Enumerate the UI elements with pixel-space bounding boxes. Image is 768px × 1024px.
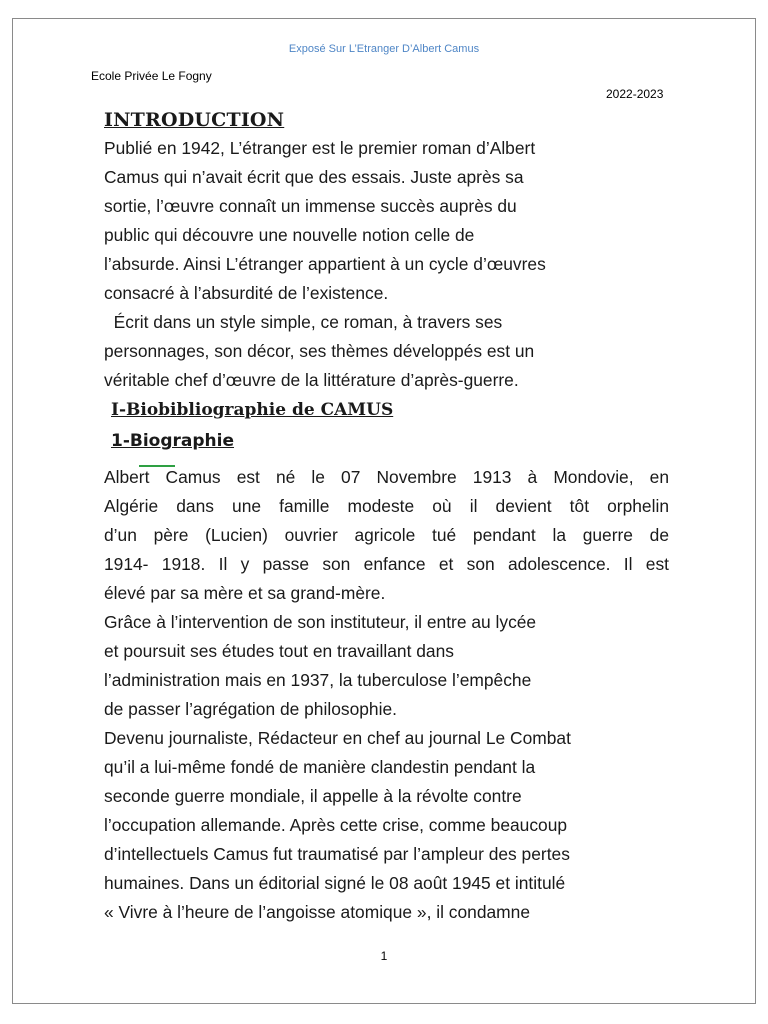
intro-line: Camus qui n’avait écrit que des essais. Juste après sa <box>104 167 524 187</box>
bio-line: Devenu journaliste, Rédacteur en chef au journal Le Combat <box>104 728 571 748</box>
school-name: Ecole Privée Le Fogny <box>91 69 212 83</box>
grammar-underline-mark <box>139 465 175 467</box>
intro-line: consacré à l’absurdité de l’existence. <box>104 283 389 303</box>
bio-line: l’occupation allemande. Après cette crise, comme beaucoup <box>104 815 568 835</box>
section-heading: I-Biobibliographie de CAMUS <box>111 400 394 420</box>
bio-line: d’intellectuels Camus fut traumatisé par l’ampleur des pertes <box>104 844 570 864</box>
introduction-paragraph <box>104 134 669 395</box>
bio-line: qu’il a lui-même fondé de manière clandestin pendant la <box>104 757 536 777</box>
intro-line: véritable chef d’œuvre de la littérature d’après-guerre. <box>104 370 519 390</box>
bio-line: Grâce à l’intervention de son instituteur, il entre au lycée <box>104 612 537 632</box>
bio-line: seconde guerre mondiale, il appelle à la révolte contre <box>104 786 522 806</box>
intro-line: public qui découvre une nouvelle notion celle de <box>104 225 475 245</box>
bio-line: Albert Camus est né le 07 Novembre 1913 à Mondovie, en <box>104 467 669 487</box>
subsection-heading: 1-Biographie <box>111 431 235 451</box>
bio-line: élevé par sa mère et sa grand-mère. <box>104 583 386 603</box>
bio-line: de passer l’agrégation de philosophie. <box>104 699 397 719</box>
bio-line: l’administration mais en 1937, la tuberculose l’empêche <box>104 670 532 690</box>
intro-line: Écrit dans un style simple, ce roman, à travers ses <box>104 312 503 332</box>
school-year: 2022-2023 <box>606 87 664 101</box>
intro-line: personnages, son décor, ses thèmes développés est un <box>104 341 535 361</box>
document-body <box>104 106 669 927</box>
bio-line: « Vivre à l’heure de l’angoisse atomique », il condamne <box>104 902 531 922</box>
intro-line: l’absurde. Ainsi L’étranger appartient à un cycle d’œuvres <box>104 254 546 274</box>
bio-line: et poursuit ses études tout en travaillant dans <box>104 641 454 661</box>
page-number: 1 <box>380 949 388 963</box>
bio-line: d’un père (Lucien) ouvrier agricole tué pendant la guerre de <box>104 525 669 545</box>
intro-line: Publié en 1942, L’étranger est le premier roman d’Albert <box>104 138 536 158</box>
introduction-heading: INTRODUCTION <box>104 109 285 131</box>
intro-line: sortie, l’œuvre connaît un immense succès auprès du <box>104 196 517 216</box>
bio-line: humaines. Dans un éditorial signé le 08 août 1945 et intitulé <box>104 873 566 893</box>
bio-line: 1914- 1918. Il y passe son enfance et son adolescence. Il est <box>104 554 669 574</box>
bio-line: Algérie dans une famille modeste où il devient tôt orphelin <box>104 496 669 516</box>
running-header: Exposé Sur L’Etranger D’Albert Camus <box>288 43 480 55</box>
biography-paragraph <box>104 463 669 927</box>
